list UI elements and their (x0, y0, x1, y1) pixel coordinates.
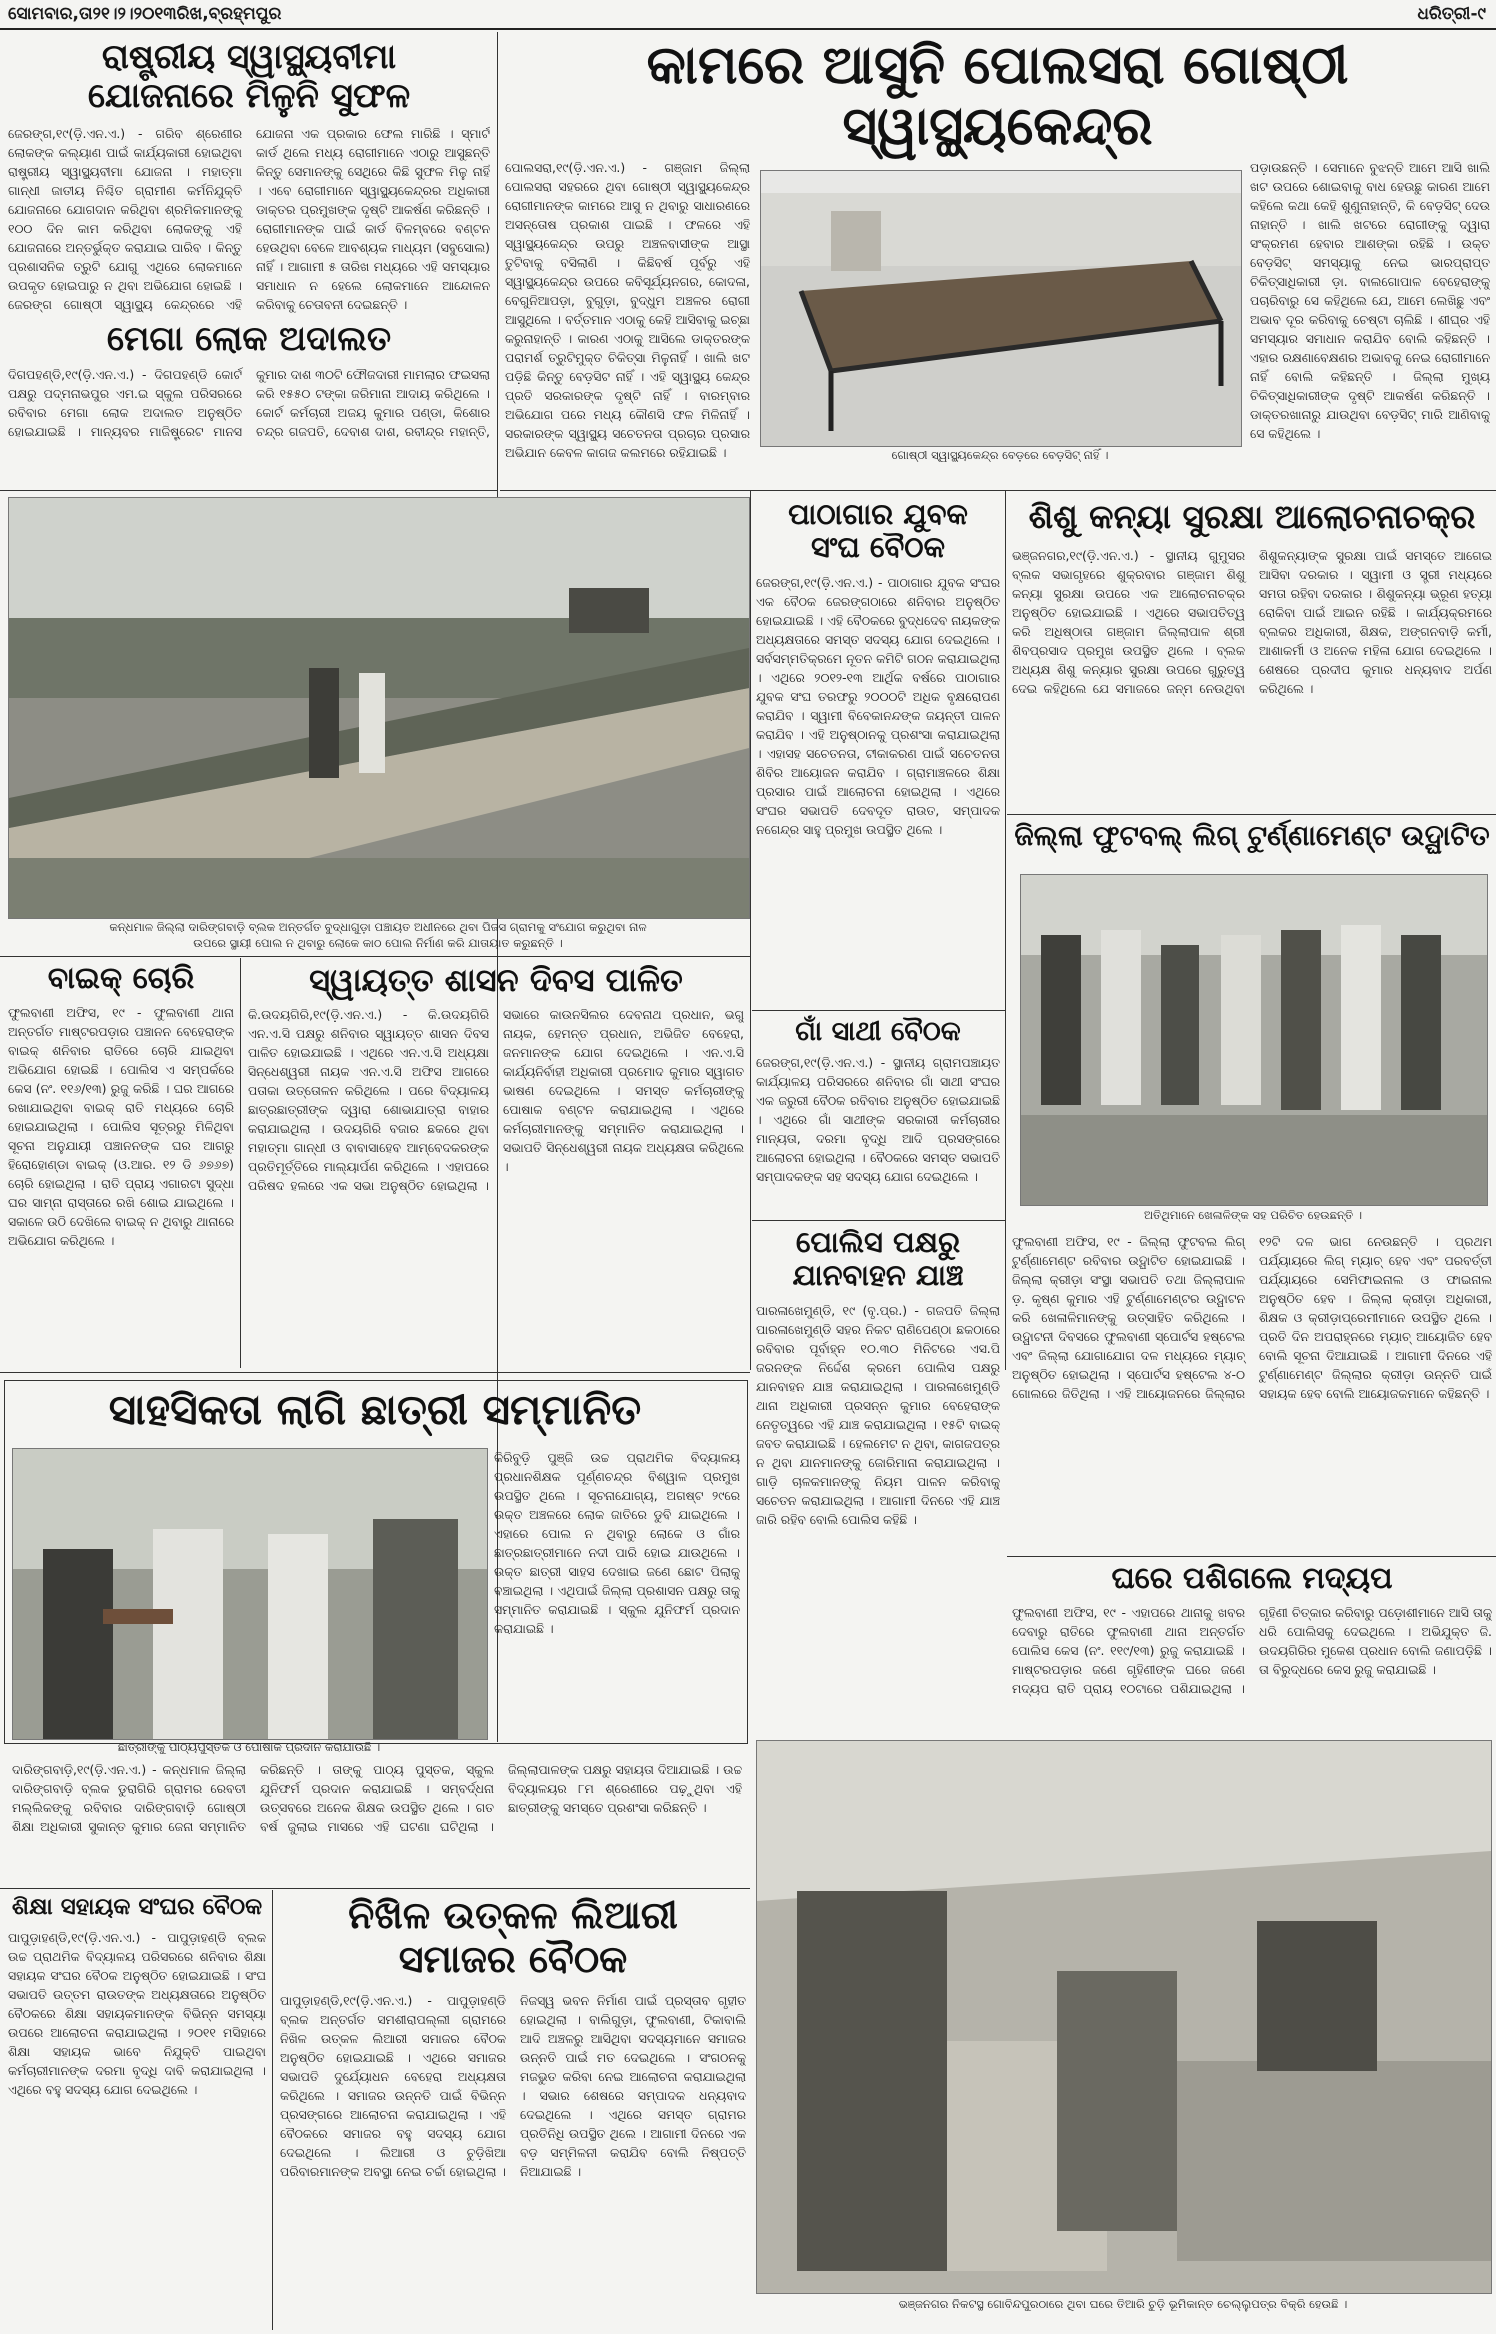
photo-football-players (1020, 874, 1488, 1206)
section-rule (0, 1888, 750, 1889)
section-rule (752, 1220, 1005, 1221)
column-rule (750, 490, 751, 1370)
article-body: ପାପୁଡ଼ାହଣ୍ଡି,୧୯(ଡ଼ି.ଏନ.ଏ.) - ପାପୁଡ଼ାହଣ୍ଡି ବ୍ଲକ ଅନ୍ତର୍ଗତ ସମଶୀରାପଲ୍ଲୀ ଗ୍ରାମରେ ନିଖିଳ ଉତ୍କଳ ଲିଆରୀ ସମାଜର ବୈଠକ ଅନୁଷ୍ଠିତ ହୋଇଯାଇଛି । ଏଥିରେ ସମାଜର ସଭାପତି ଦୁର୍ଯ୍ୟୋଧନ ବେହେରା ଅଧ୍ୟକ୍ଷତା କରିଥିଲେ । ସମାଜର ଉନ୍ନତି ପାଇଁ ବିଭିନ୍ନ ପ୍ରସଙ୍ଗରେ ଆଲୋଚନା କରାଯାଇଥିଲା । ଏହି ବୈଠକରେ ସମାଜର ବହୁ ସଦସ୍ୟ ଯୋଗ ଦେଇଥିଲେ । ଲିଆରୀ ଓ ଚୁଡ଼ିଖିଆ ପରିବାରମାନଙ୍କ ଅବସ୍ଥା ନେଇ ଚର୍ଚ୍ଚା ହୋଇଥିଲା । ନିଜସ୍ୱ ଭବନ ନିର୍ମାଣ ପାଇଁ ପ୍ରସ୍ତାବ ଗୃହୀତ ହୋଇଥିଲା । ବାଲିଗୁଡ଼ା, ଫୁଲବାଣୀ, ଟିକାବାଲି ଆଦି ଅଞ୍ଚଳରୁ ଆସିଥିବା ସଦସ୍ୟମାନେ ସମାଜର ଉନ୍ନତି ପାଇଁ ମତ ଦେଇଥିଲେ । ସଂଗଠନକୁ ମଜଭୁତ କରିବା ନେଇ ଆଲୋଚନା କରାଯାଇଥିଲା । ସଭାର ଶେଷରେ ସମ୍ପାଦକ ଧନ୍ୟବାଦ ଦେଇଥିଲେ । ଏଥିରେ ସମସ୍ତ ଗ୍ରାମର ପ୍ରତିନିଧି ଉପସ୍ଥିତ ଥିଲେ । ଆଗାମୀ ଦିନରେ ଏକ ବଡ଼ ସମ୍ମିଳନୀ କରାଯିବ ବୋଲି ନିଷ୍ପତ୍ତି ନିଆଯାଇଛି । (280, 1993, 746, 2180)
article-police-check (756, 1226, 1000, 1711)
photo-caption-line: ଉପରେ ସ୍ଥାୟୀ ପୋଲ ନ ଥିବାରୁ ଲୋକେ କାଠ ପୋଲ ନିର୍ମାଣ କରି ଯାତାୟାତ କରୁଛନ୍ତି । (193, 936, 563, 950)
photo-wooden-bridge (8, 497, 750, 919)
article-body: କିରିବୁଡ଼ି ପୁଞ୍ଜି ଉଚ୍ଚ ପ୍ରାଥମିକ ବିଦ୍ୟାଳୟ ପ୍ରଧାନଶିକ୍ଷକ ପୂର୍ଣ୍ଣଚନ୍ଦ୍ର ବିଶ୍ୱାଳ ପ୍ରମୁଖ ଉପସ୍ଥିତ ଥିଲେ । ସୂଚନାଯୋଗ୍ୟ, ଅଗଷ୍ଟ ୨୯ରେ ଉକ୍ତ ଅଞ୍ଚଳରେ ଲୋକ ଜାତିରେ ଡୁବି ଯାଇଥିଲେ । ଏହାରେ ପୋଲ ନ ଥିବାରୁ ଲୋକେ ଓ ଗାଁର ଛାତ୍ରଛାତ୍ରୀମାନେ ନଦୀ ପାରି ହୋଇ ଯାଉଥିଲେ । ଉକ୍ତ ଛାତ୍ରୀ ସାହସ ଦେଖାଇ ଜଣେ ଛୋଟ ପିଲାକୁ ବଞ୍ଚାଇଥିଲା । ଏଥିପାଇଁ ଜିଲ୍ଲା ପ୍ରଶାସନ ପକ୍ଷରୁ ତାକୁ ସମ୍ମାନିତ କରାଯାଇଛି । ସ୍କୁଲ ଯୁନିଫର୍ମ ପ୍ରଦାନ କରାଯାଇଛି । (494, 1450, 740, 1636)
article-body: ଫୁଲବାଣୀ ଅଫିସ, ୧୯ - ଫୁଲବାଣୀ ଥାନା ଅନ୍ତର୍ଗତ ମାଷ୍ଟରପଡ଼ାର ପଞ୍ଚାନନ ବେହେରାଙ୍କ ବାଇକ୍ ଶନିବାର ରାତିରେ ଚୋରି ଯାଇଥିବା ଅଭିଯୋଗ ହୋଇଛି । ପୋଲିସ ଏ ସମ୍ପର୍କରେ କେସ (ନଂ. ୧୧୬/୧୩) ରୁଜୁ କରିଛି । ଘର ଆଗରେ ରଖାଯାଇଥିବା ବାଇକ୍ ରାତି ମଧ୍ୟରେ ଚୋରି ହୋଇଯାଇଥିଲା । ପୋଲିସ ସୂତ୍ରରୁ ମିଳିଥିବା ସୂଚନା ଅନୁଯାୟୀ ପଞ୍ଚାନନଙ୍କ ଘର ଆଗରୁ ହିରୋହୋଣ୍ଡା ବାଇକ୍ (ଓ.ଆର. ୧୨ ଡି ୬୭୬୭) ଚୋରି ହୋଇଥିଲା । ରାତି ପ୍ରାୟ ଏଗାରଟା ସୁଦ୍ଧା ଘର ସାମ୍ନା ରାସ୍ତାରେ ରଖି ଶୋଇ ଯାଇଥିଲେ । ସକାଳେ ଉଠି ଦେଖିଲେ ବାଇକ୍ ନ ଥିବାରୁ ଥାନାରେ ଅଭିଯୋଗ କରିଥିଲେ । (8, 1004, 234, 1248)
headline: ଯୋଜନାରେ ମିଳୁନି ସୁଫଳ (87, 76, 411, 117)
section-rule (0, 956, 750, 957)
photo-hospital-bed (760, 170, 1242, 447)
column-rule (272, 1890, 273, 2330)
article-polsara-body-right: ପଡ଼ାଉଛନ୍ତି । ସେମାନେ ବୁଝନ୍ତି ଆମେ ଆସି ଖାଲି ଖଟ ଉପରେ ଶୋଇବାକୁ ବାଧ ହେଉଛୁ କାରଣ ଆମେ କହିଲେ କଥା କେହି ଶୁଣୁନାହାନ୍ତି, କି ବେଡ଼ସିଟ୍ ଦେଉ ନାହାନ୍ତି । ଖାଲି ଖଟରେ ରୋଗୀଙ୍କୁ ଦ୍ୱାରା ସଂକ୍ରମଣ ହେବାର ଆଶଙ୍କା ରହିଛି । ଉକ୍ତ ବେଡ଼ସିଟ୍ ସମସ୍ୟାକୁ ନେଇ ଭାରପ୍ରାପ୍ତ ଚିକିତ୍ସାଧିକାରୀ ଡ଼ା. ବାଲଗୋପାଳ ବେହେରାଙ୍କୁ ପଚାରିବାରୁ ସେ କହିଥିଲେ ଯେ, ଆମେ ଲେଖିଛୁ ଏବଂ ଅଭାବ ଦୂର କରିବାକୁ ଚେଷ୍ଟା ଚାଲିଛି । ଶୀଘ୍ର ଏହି ସମସ୍ୟାର ସମାଧାନ କରାଯିବ ବୋଲି କହିଛନ୍ତି । ଏହାର ରକ୍ଷଣାବେକ୍ଷଣର ଅଭାବକୁ ନେଇ ରୋଗୀମାନେ ନାହିଁ ବୋଲି କହିଛନ୍ତି । ଜିଲ୍ଲା ମୁଖ୍ୟ ଚିକିତ୍ସାଧିକାରୀଙ୍କ ଦୃଷ୍ଟି ଆକର୍ଷଣ କରିଛନ୍ତି । ଡାକ୍ତରଖାନାରୁ ଯାଉଥିବା ବେଡ଼ସିଟ୍ ମାରି ଆଣିବାକୁ ସେ କହିଥିଲେ । (1250, 160, 1490, 441)
article-girl-child (1012, 498, 1492, 812)
photo-caption: ଅତିଥିମାନେ ଖେଳାଳିଙ୍କ ସହ ପରିଚିତ ହେଉଛନ୍ତି । (1143, 1208, 1363, 1222)
article-football (1012, 820, 1492, 852)
section-rule (0, 1372, 750, 1373)
section-rule (1007, 1556, 1496, 1557)
article-body: ପାରଳାଖେମୁଣ୍ଡି, ୧୯ (ବୃ.ପ୍ର.) - ଗଜପତି ଜିଲ୍ଲା ପାରଳାଖେମୁଣ୍ଡି ସହର ନିକଟ ରାଣିପେଣ୍ଠା ଛକଠାରେ ରବିବାର ପୂର୍ବାହ୍ନ ୧୦.୩୦ ମିନିଟରେ ଏସ.ପି ଜରନଙ୍କ ନିର୍ଦ୍ଦେଶ କ୍ରମେ ପୋଲିସ ପକ୍ଷରୁ ଯାନବାହନ ଯାଞ୍ଚ କରାଯାଇଥିଲା । ପାରଳାଖେମୁଣ୍ଡି ଥାନା ଅଧିକାରୀ ପ୍ରସନ୍ନ କୁମାର ବେହେରାଙ୍କ ନେତୃତ୍ୱରେ ଏହି ଯାଞ୍ଚ କରାଯାଇଥିଲା । ୧୫ଟି ବାଇକ୍ ଜବତ କରାଯାଇଛି । ହେଲମେଟ ନ ଥିବା, କାଗଜପତ୍ର ନ ଥିବା ଯାନମାନଙ୍କୁ ଜୋରିମାନା କରାଯାଇଥିଲା । ଗାଡ଼ି ଚାଳକମାନଙ୍କୁ ନିୟମ ପାଳନ କରିବାକୁ ସଚେତନ କରାଯାଇଥିଲା । ଆଗାମୀ ଦିନରେ ଏହି ଯାଞ୍ଚ ଜାରି ରହିବ ବୋଲି ପୋଲିସ କହିଛି । (756, 1302, 1000, 1527)
article-nikhil-utkal (280, 1894, 746, 2315)
article-bravery-headline (10, 1386, 740, 1434)
article-body: ଫୁଲବାଣୀ ଅଫିସ, ୧୯ - ଏହାପରେ ଥାନାକୁ ଖବର ଦେବାରୁ ରାତିରେ ଫୁଲବାଣୀ ଥାନା ଅନ୍ତର୍ଗତ ପୋଲିସ କେସ (ନଂ. ୧୧୯/୧୩) ରୁଜୁ କରାଯାଇଛି । ମାଷ୍ଟରପଡ଼ାର ଜଣେ ଗୃହିଣୀଙ୍କ ଘରେ ଜଣେ ମଦ୍ୟପ ରାତି ପ୍ରାୟ ୧୦ଟାରେ ପଶିଯାଇଥିଲା । ଗୃହିଣୀ ଚିତ୍କାର କରିବାରୁ ପଡ଼ୋଶୀମାନେ ଆସି ତାକୁ ଧରି ପୋଲିସକୁ ଦେଇଥିଲେ । ଅଭିଯୁକ୍ତ ଜି. ଉଦୟଗିରିର ମୁକେଶ ପ୍ରଧାନ ବୋଲି ଜଣାପଡ଼ିଛି । ତା ବିରୁଦ୍ଧରେ କେସ ରୁଜୁ କରାଯାଇଛି । (1012, 1604, 1492, 1696)
student-award-image (13, 1449, 487, 1739)
headline: ସଂଘ ବୈଠକ (810, 530, 945, 565)
headline: ରାଷ୍ଟ୍ରୀୟ ସ୍ୱାସ୍ଥ୍ୟବୀମା (101, 37, 397, 77)
article-teacher-union (8, 1894, 266, 2318)
article-body: ଭଞ୍ଜନଗର,୧୯(ଡ଼ି.ଏନ.ଏ.) - ସ୍ଥାନୀୟ ଗୁମୁସର ବ୍ଲକ ସଭାଗୃହରେ ଶୁକ୍ରବାର ଗଞ୍ଜାମ ଶିଶୁ କନ୍ୟା ସୁରକ୍ଷା ଉପରେ ଏକ ଆଲୋଚନାଚକ୍ର ଅନୁଷ୍ଠିତ ହୋଇଯାଇଛି । ଏଥିରେ ସଭାପତିତ୍ୱ କରି ଅଧିଷ୍ଠାତା ଗଞ୍ଜାମ ଜିଲ୍ଲାପାଳ ଶ୍ରୀ ଶିବପ୍ରସାଦ ପ୍ରମୁଖ ଉପସ୍ଥିତ ଥିଲେ । ବ୍ଲକ ଅଧ୍ୟକ୍ଷ ଶିଶୁ କନ୍ୟାର ସୁରକ୍ଷା ଉପରେ ଗୁରୁତ୍ୱ ଦେଇ କହିଥିଲେ ଯେ ସମାଜରେ ଜନ୍ମ ନେଉଥିବା ଶିଶୁକନ୍ୟାଙ୍କ ସୁରକ୍ଷା ପାଇଁ ସମସ୍ତେ ଆଗେଇ ଆସିବା ଦରକାର । ସ୍ୱାମୀ ଓ ସ୍ତ୍ରୀ ମଧ୍ୟରେ ସମତା ରହିବା ଦରକାର । ଶିଶୁକନ୍ୟା ଭ୍ରୂଣ ହତ୍ୟା ରୋକିବା ପାଇଁ ଆଇନ ରହିଛି । କାର୍ଯ୍ୟକ୍ରମରେ ବ୍ଲକର ଅଧିକାରୀ, ଶିକ୍ଷକ, ଅଙ୍ଗନବାଡ଼ି କର୍ମୀ, ଆଶାକର୍ମୀ ଓ ଅନେକ ମହିଳା ଯୋଗ ଦେଇଥିଲେ । ଶେଷରେ ପ୍ରଦୀପ କୁମାର ଧନ୍ୟବାଦ ଅର୍ପଣ କରିଥିଲେ । (1012, 547, 1492, 696)
page-label: ଧରିତ୍ରୀ-୯ (1417, 4, 1486, 24)
section-rule (752, 1010, 1005, 1011)
headline: ଶିକ୍ଷା ସହାୟକ ସଂଘର ବୈଠକ (11, 1894, 263, 1920)
photo-caption-line: କନ୍ଧମାଳ ଜିଲ୍ଲା ଦାରିଙ୍ଗବାଡ଼ି ବ୍ଲକ ଅନ୍ତର୍ଗତ ବୁଦ୍ଧାଗୁଡ଼ା ପଞ୍ଚାୟତ ଅଧୀନରେ ଥିବା ପିଜସ ଗ୍ରାମକୁ ସଂଯୋଗ କରୁଥିବା ନାଳ (109, 920, 647, 934)
section-rule (500, 490, 1496, 491)
article-self-governance (248, 962, 744, 1341)
headline: ଯାନବାହନ ଯାଞ୍ଚ (792, 1258, 964, 1293)
article-lok-adalat (8, 320, 490, 459)
football-players-image (1021, 875, 1487, 1205)
photo-caption: ଛାତ୍ରୀଙ୍କୁ ପାଠ୍ୟପୁସ୍ତକ ଓ ପୋଷାକ ପ୍ରଦାନ କରାଯାଉଛି । (117, 1740, 381, 1754)
column-rule (1005, 490, 1006, 1370)
headline: ଶିଶୁ କନ୍ୟା ସୁରକ୍ଷା ଆଲୋଚନାଚକ୍ର (1028, 497, 1476, 536)
article-alcohol (1012, 1562, 1492, 1733)
headline: କାମରେ ଆସୁନି ପୋଲସରା ଗୋଷ୍ଠୀ ସ୍ୱାସ୍ଥ୍ୟକେନ୍ଦ୍ର (646, 35, 1349, 157)
article-gaon-sathi (756, 1016, 1000, 1223)
photo-caption: ଭଞ୍ଜନଗର ନିକଟସ୍ଥ ଗୋବିନ୍ଦପୁରଠାରେ ଥିବା ଘରେ ତିଆରି ଚୁଡ଼ି ଭୂମିକାନ୍ତ ଚେଲ୍ଲୁପତ୍ର ବିକ୍ରି ହେଉଛି । (898, 2297, 1348, 2311)
headline: ସମାଜର ବୈଠକ (398, 1936, 628, 1981)
headline: ପୋଲିସ ପକ୍ଷରୁ (795, 1225, 961, 1259)
section-rule (0, 490, 497, 491)
headline: ବାଇକ୍ ଚୋରି (47, 961, 195, 996)
headline: ନିଖିଳ ଉତ୍କଳ ଲିଆରୀ (348, 1893, 678, 1937)
headline: ଗାଁ ସାଥୀ ବୈଠକ (795, 1016, 961, 1047)
article-body: କି.ଉଦୟଗିରି,୧୯(ଡ଼ି.ଏନ.ଏ.) - କି.ଉଦୟଗିରି ଏନ.ଏ.ସି ପକ୍ଷରୁ ଶନିବାର ସ୍ୱାୟତ୍ତ ଶାସନ ଦିବସ ପାଳିତ ହୋଇଯାଇଛି । ଏଥିରେ ଏନ.ଏ.ସି ଅଧ୍ୟକ୍ଷା ସିନ୍ଧେଶ୍ୱରୀ ନାୟକ ଏନ.ଏ.ସି ଅଫିସ ଆଗରେ ପତାକା ଉତ୍ତୋଳନ କରିଥିଲେ । ପରେ ବିଦ୍ୟାଳୟ ଛାତ୍ରଛାତ୍ରୀଙ୍କ ଦ୍ୱାରା ଶୋଭାଯାତ୍ରା ବାହାର କରାଯାଇଥିଲା । ଉଦୟଗିରି ବଜାର ଛକରେ ଥିବା ମହାତ୍ମା ଗାନ୍ଧୀ ଓ ବାବାସାହେବ ଆମ୍ବେଦକରଙ୍କ ପ୍ରତିମୂର୍ତ୍ତିରେ ମାଲ୍ୟାର୍ପଣ କରିଥିଲେ । ଏହାପରେ ପରିଷଦ ହଲରେ ଏକ ସଭା ଅନୁଷ୍ଠିତ ହୋଇଥିଲା । ସଭାରେ କାଉନସିଲର ଦେବନାଥ ପ୍ରଧାନ, ଭଗୁ ନାୟକ, ହେମନ୍ତ ପ୍ରଧାନ, ଅଭିଜିତ ବେହେରା, ଜନମାନଙ୍କ ଯୋଗ ଦେଇଥିଲେ । ଏନ.ଏ.ସି କାର୍ଯ୍ୟନିର୍ବାହୀ ଅଧିକାରୀ ପ୍ରମୋଦ କୁମାର ସ୍ୱାଗତ ଭାଷଣ ଦେଇଥିଲେ । ସମସ୍ତ କର୍ମଚାରୀଙ୍କୁ ପୋଷାକ ବଣ୍ଟନ କରାଯାଇଥିଲା । ଏଥିରେ କର୍ମଚାରୀମାନଙ୍କୁ ସମ୍ମାନିତ କରାଯାଇଥିଲା । ସଭାପତି ସିନ୍ଧେଶ୍ୱରୀ ନାୟକ ଅଧ୍ୟକ୍ଷତା କରିଥିଲେ । (248, 1006, 744, 1193)
headline: ସ୍ୱାୟତ୍ତ ଶାସନ ଦିବସ ପାଳିତ (309, 961, 683, 999)
headline: ସାହସିକତା ଲାଗି ଛାତ୍ରୀ ସମ୍ମାନିତ (108, 1385, 642, 1434)
headline: ଘରେ ପଶିଗଲେ ମଦ୍ୟପ (1111, 1561, 1393, 1596)
article-bike-theft (8, 962, 234, 1339)
article-polsara-body-left: ପୋଲସରା,୧୯(ଡ଼ି.ଏନ.ଏ.) - ଗଞ୍ଜାମ ଜିଲ୍ଲା ପୋଲସରା ସହରରେ ଥିବା ଗୋଷ୍ଠୀ ସ୍ୱାସ୍ଥ୍ୟକେନ୍ଦ୍ର ରୋଗୀମାନଙ୍କ କାମରେ ଆସୁ ନ ଥିବାରୁ ସାଧାରଣରେ ଅସନ୍ତୋଷ ପ୍ରକାଶ ପାଇଛି । ଫଳରେ ଏହି ସ୍ୱାସ୍ଥ୍ୟକେନ୍ଦ୍ର ଉପରୁ ଅଞ୍ଚଳବାସୀଙ୍କ ଆସ୍ଥା ତୁଟିବାକୁ ବସିଲାଣି । କିଛିବର୍ଷ ପୂର୍ବରୁ ଏହି ସ୍ୱାସ୍ଥ୍ୟକେନ୍ଦ୍ର ଉପରେ କବିସୂର୍ଯ୍ୟନଗର, କୋଦଳା, ବେଗୁନିଆପଡ଼ା, ବୁଗୁଡ଼ା, ବୁଦ୍ଧୁମ ଅଞ୍ଚଳର ରୋଗୀ ଆସୁଥିଲେ । ବର୍ତ୍ତମାନ ଏଠାକୁ କେହି ଆସିବାକୁ ଇଚ୍ଛା କରୁନାହାନ୍ତି । କାରଣ ଏଠାକୁ ଆସିଲେ ଡାକ୍ତରଙ୍କ ପରାମର୍ଶ ତ୍ରୁଟିମୁକ୍ତ ଚିକିତ୍ସା ମିଳୁନାହିଁ । ଖାଲି ଖଟ ପଡ଼ିଛି କିନ୍ତୁ ବେଡ଼ସିଟ ନାହିଁ । ଏହି ସ୍ୱାସ୍ଥ୍ୟ କେନ୍ଦ୍ର ପ୍ରତି ସରକାରଙ୍କ ଦୃଷ୍ଟି ନାହିଁ । ବାରମ୍ବାର ଅଭିଯୋଗ ପରେ ମଧ୍ୟ କୌଣସି ଫଳ ମିଳିନାହିଁ । ସରକାରଙ୍କ ସ୍ୱାସ୍ଥ୍ୟ ସଚେତନତା ପ୍ରଚାର ପ୍ରସାର ଅଭିଯାନ କେବଳ କାଗଜ କଲମରେ ରହିଯାଇଛି । (505, 160, 750, 460)
article-body: ପାପୁଡ଼ାହଣ୍ଡି,୧୯(ଡ଼ି.ଏନ.ଏ.) - ପାପୁଡ଼ାହଣ୍ଡି ବ୍ଲକ ଉଚ୍ଚ ପ୍ରାଥମିକ ବିଦ୍ୟାଳୟ ପରିସରରେ ଶନିବାର ଶିକ୍ଷା ସହାୟକ ସଂଘର ବୈଠକ ଅନୁଷ୍ଠିତ ହୋଇଯାଇଛି । ସଂଘ ସଭାପତି ଉତ୍ତମ ରାଉତଙ୍କ ଅଧ୍ୟକ୍ଷତାରେ ଅନୁଷ୍ଠିତ ବୈଠକରେ ଶିକ୍ଷା ସହାୟକମାନଙ୍କ ବିଭିନ୍ନ ସମସ୍ୟା ଉପରେ ଆଲୋଚନା କରାଯାଇଥିଲା । ୨୦୧୧ ମସିହାରେ ଶିକ୍ଷା ସହାୟକ ଭାବେ ନିଯୁକ୍ତି ପାଇଥିବା କର୍ମଚାରୀମାନଙ୍କ ଦରମା ବୃଦ୍ଧି ଦାବି କରାଯାଇଥିଲା । ଏଥିରେ ବହୁ ସଦସ୍ୟ ଯୋଗ ଦେଇଥିଲେ । (8, 1930, 266, 2098)
headline: ମେଗା ଲୋକ ଅଦାଲତ (106, 319, 392, 359)
headline: ଜିଲ୍ଲା ଫୁଟବଲ୍ ଲିଗ୍ ଟୁର୍ଣ୍ଣାମେଣ୍ଟ ଉଦ୍ଘାଟିତ (1014, 819, 1490, 852)
article-body: ଜେରଙ୍ଗ,୧୯(ଡ଼ି.ଏନ.ଏ.) - ଗରିବ ଶ୍ରେଣୀର ଲୋକଙ୍କ କଲ୍ୟାଣ ପାଇଁ କାର୍ଯ୍ୟକାରୀ ହୋଇଥିବା ରାଷ୍ଟ୍ରୀୟ ସ୍ୱାସ୍ଥ୍ୟବୀମା ଯୋଜନା । ମହାତ୍ମା ଗାନ୍ଧୀ ଜାତୀୟ ନିଶ୍ଚିତ ଗ୍ରାମୀଣ କର୍ମନିଯୁକ୍ତି ଯୋଜନାରେ ଯୋଗଦାନ କରିଥିବା ଶ୍ରମିକମାନଙ୍କୁ ୧୦୦ ଦିନ କାମ କରିଥିବା ଲୋକଙ୍କୁ ଏହି ଯୋଜନାରେ ଅନ୍ତର୍ଭୁକ୍ତ କରାଯାଇ ପାରିବ । କିନ୍ତୁ ପ୍ରଶାସନିକ ତ୍ରୁଟି ଯୋଗୁ ଏଥିରେ ଲୋକମାନେ ଉପକୃତ ହୋଇପାରୁ ନ ଥିବା ଅଭିଯୋଗ ହୋଇଛି । ଜେରଙ୍ଗ ଗୋଷ୍ଠୀ ସ୍ୱାସ୍ଥ୍ୟ କେନ୍ଦ୍ରରେ ଏହି ଯୋଜନା ଏକ ପ୍ରକାର ଫେଲ ମାରିଛି । ସ୍ମାର୍ଟ କାର୍ଡ ଥିଲେ ମଧ୍ୟ ରୋଗୀମାନେ ଏଠାରୁ ଆସୁଛନ୍ତି କିନ୍ତୁ ସେମାନଙ୍କୁ ସେଥିରେ କିଛି ସୁଫଳ ମିଳୁ ନାହିଁ । ଏବେ ରୋଗୀମାନେ ସ୍ୱାସ୍ଥ୍ୟକେନ୍ଦ୍ରର ଅଧିକାରୀ ଡାକ୍ତର ପ୍ରମୁଖଙ୍କ ଦୃଷ୍ଟି ଆକର୍ଷଣ କରିଛନ୍ତି । ରୋଗୀମାନଙ୍କ ପାଇଁ କାର୍ଡ ବିଳମ୍ବରେ ବଣ୍ଟନ ହେଉଥିବା ବେଳେ ଆବଶ୍ୟକ ମାଧ୍ୟମ (ସବୁସୋଲ) ନାହିଁ । ଆଗାମୀ ୫ ତାରିଖ ମଧ୍ୟରେ ଏହି ସମସ୍ୟାର ସମାଧାନ ନ ହେଲେ ଲୋକମାନେ ଆନ୍ଦୋଳନ କରିବାକୁ ଚେତାବନୀ ଦେଇଛନ୍ତି । (8, 126, 490, 313)
masthead (0, 0, 1496, 30)
date-line: ସୋମବାର,ତା୨୧।୨।୨୦୧୩ରିଖ,ବ୍ରହ୍ମପୁର (8, 4, 282, 24)
photo-caption: ଗୋଷ୍ଠୀ ସ୍ୱାସ୍ଥ୍ୟକେନ୍ଦ୍ର ବେଡ଼ରେ ବେଡ଼ସିଟ୍ ନାହିଁ । (891, 448, 1109, 462)
market-women-image (757, 1741, 1491, 2293)
section-rule (1007, 814, 1496, 815)
article-body: ଦିଗପହଣ୍ଡି,୧୯(ଡ଼ି.ଏନ.ଏ.) - ଦିଗପହଣ୍ଡି କୋର୍ଟ ପକ୍ଷରୁ ପଦ୍ମନାଭପୁର ଏମ.ଇ ସ୍କୁଲ ପରିସରରେ ରବିବାର ମେଗା ଲୋକ ଅଦାଲତ ଅନୁଷ୍ଠିତ ହୋଇଯାଇଛି । ମାନ୍ୟବର ମାଜିଷ୍ଟ୍ରେଟ ମାନସ କୁମାର ଦାଶ ୩୦ଟି ଫୌଜଦାରୀ ମାମଲାର ଫଇସଲା କରି ୧୫୫୦ ଟଙ୍କା ଜରିମାନା ଆଦାୟ କରିଥିଲେ । କୋର୍ଟ କର୍ମଚାରୀ ଅଜୟ କୁମାର ପଣ୍ଡା, କିଶୋର ଚନ୍ଦ୍ର ଗଜପତି, ଦେବାଶ ଦାଶ, ରବୀନ୍ଦ୍ର ମହାନ୍ତି, (8, 367, 490, 440)
headline: ପାଠାଗାର ଯୁବକ (788, 497, 968, 531)
article-body: ଦାରିଙ୍ଗବାଡ଼ି,୧୯(ଡ଼ି.ଏନ.ଏ.) - କନ୍ଧମାଳ ଜିଲ୍ଲା ଦାରିଙ୍ଗବାଡ଼ି ବ୍ଲକ ଡୁରାଗିରି ଗ୍ରାମର ରେବତୀ ମଲ୍ଲିକଙ୍କୁ ରବିବାର ଦାରିଙ୍ଗବାଡ଼ି ଗୋଷ୍ଠୀ ଶିକ୍ଷା ଅଧିକାରୀ ସୁକାନ୍ତ କୁମାର ଜେନା ସମ୍ମାନିତ କରିଛନ୍ତି । ତାଙ୍କୁ ପାଠ୍ୟ ପୁସ୍ତକ, ସ୍କୁଲ ଯୁନିଫର୍ମ ପ୍ରଦାନ କରାଯାଇଛି । ସମ୍ବର୍ଦ୍ଧନା ଉତ୍ସବରେ ଅନେକ ଶିକ୍ଷକ ଉପସ୍ଥିତ ଥିଲେ । ଗତ ବର୍ଷ ଜୁଲାଇ ମାସରେ ଏହି ଘଟଣା ଘଟିଥିଲା । ଜିଲ୍ଲାପାଳଙ୍କ ପକ୍ଷରୁ ସହାୟତା ଦିଆଯାଇଛି । ଉଚ୍ଚ ବିଦ୍ୟାଳୟର ୮ମ ଶ୍ରେଣୀରେ ପଢ଼ୁଥିବା ଏହି ଛାତ୍ରୀଙ୍କୁ ସମସ୍ତେ ପ୍ରଶଂସା କରିଛନ୍ତି । (12, 1762, 742, 1834)
wooden-bridge-image (9, 498, 749, 918)
photo-market-women (756, 1740, 1492, 2294)
column-rule (240, 958, 241, 1368)
hospital-bed-image (761, 171, 1241, 446)
article-body: ଜେରଙ୍ଗ,୧୯(ଡ଼ି.ଏନ.ଏ.) - ପାଠାଗାର ଯୁବକ ସଂଘର ଏକ ବୈଠକ ଜେରଙ୍ଗଠାରେ ଶନିବାର ଅନୁଷ୍ଠିତ ହୋଇଯାଇଛି । ଏହି ବୈଠକରେ ବୁଦ୍ଧଦେବ ନାୟକଙ୍କ ଅଧ୍ୟକ୍ଷତାରେ ସମସ୍ତ ସଦସ୍ୟ ଯୋଗ ଦେଇଥିଲେ । ସର୍ବସମ୍ମତିକ୍ରମେ ନୂତନ କମିଟି ଗଠନ କରାଯାଇଥିଲା । ଏଥିରେ ୨୦୧୨-୧୩ ଆର୍ଥିକ ବର୍ଷରେ ପାଠାଗାର ଯୁବକ ସଂଘ ତରଫରୁ ୨୦୦୦ଟି ଅଧିକ ବୃକ୍ଷରୋପଣ କରାଯିବ । ସ୍ୱାମୀ ବିବେକାନନ୍ଦଙ୍କ ଜୟନ୍ତୀ ପାଳନ କରାଯିବ । ଏହି ଅନୁଷ୍ଠାନକୁ ପ୍ରଶଂସା କରାଯାଇଥିଲା । ଏହାସହ ସଚେତନତା, ଟୀକାକରଣ ପାଇଁ ସଚେତନତା ଶିବିର ଆୟୋଜନ କରାଯିବ । ଗ୍ରାମାଞ୍ଚଳରେ ଶିକ୍ଷା ପ୍ରସାର ପାଇଁ ଆଲୋଚନା ହୋଇଥିଲା । ଏଥିରେ ସଂଘର ସଭାପତି ଦେବଦୂତ ରାଉତ, ସମ୍ପାଦକ ନଗେନ୍ଦ୍ର ସାହୁ ପ୍ରମୁଖ ଉପସ୍ଥିତ ଥିଲେ । (756, 574, 1000, 837)
article-body: ଜେରଙ୍ଗ,୧୯(ଡ଼ି.ଏନ.ଏ.) - ସ୍ଥାନୀୟ ଗ୍ରାମପଞ୍ଚାୟତ କାର୍ଯ୍ୟାଳୟ ପରିସରରେ ଶନିବାର ଗାଁ ସାଥୀ ସଂଘର ଏକ ଜରୁରୀ ବୈଠକ ରବିବାର ଅନୁଷ୍ଠିତ ହୋଇଯାଇଛି । ଏଥିରେ ଗାଁ ସାଥୀଙ୍କ ସରକାରୀ କର୍ମଚାରୀର ମାନ୍ୟତା, ଦରମା ବୃଦ୍ଧି ଆଦି ପ୍ରସଙ୍ଗରେ ଆଲୋଚନା ହୋଇଥିଲା । ବୈଠକରେ ସମସ୍ତ ସଭାପତି ସମ୍ପାଦକଙ୍କ ସହ ସଦସ୍ୟ ଯୋଗ ଦେଇଥିଲେ । (756, 1055, 1000, 1185)
article-library-union (756, 498, 1000, 971)
photo-student-award (12, 1448, 488, 1740)
article-body: ଫୁଲବାଣୀ ଅଫିସ, ୧୯ - ଜିଲ୍ଲା ଫୁଟବଲ ଲିଗ୍ ଟୁର୍ଣ୍ଣାମେଣ୍ଟ ରବିବାର ଉଦ୍ଘାଟିତ ହୋଇଯାଇଛି । ଜିଲ୍ଲା କ୍ରୀଡ଼ା ସଂସ୍ଥା ସଭାପତି ତଥା ଜିଲ୍ଲାପାଳ ଡ଼. କୃଷ୍ଣ କୁମାର ଏହି ଟୁର୍ଣ୍ଣାମେଣ୍ଟର ଉଦ୍ଘାଟନ କରି ଖେଳାଳିମାନଙ୍କୁ ଉତ୍ସାହିତ କରିଥିଲେ । ଉଦ୍ଘାଟନୀ ଦିବସରେ ଫୁଲବାଣୀ ସ୍ପୋର୍ଟସ ହଷ୍ଟେଲ ଏବଂ ଜିଲ୍ଲା ଯୋଗାଯୋଗ ଦଳ ମଧ୍ୟରେ ମ୍ୟାଚ୍ ଅନୁଷ୍ଠିତ ହୋଇଥିଲା । ସ୍ପୋର୍ଟସ ହଷ୍ଟେଲ ୪-୦ ଗୋଲରେ ଜିତିଥିଲା । ଏହି ଆୟୋଜନରେ ଜିଲ୍ଲାର ୧୨ଟି ଦଳ ଭାଗ ନେଉଛନ୍ତି । ପ୍ରଥମ ପର୍ଯ୍ୟାୟରେ ଲିଗ୍ ମ୍ୟାଚ୍ ହେବ ଏବଂ ପରବର୍ତ୍ତୀ ପର୍ଯ୍ୟାୟରେ ସେମିଫାଇନାଲ ଓ ଫାଇନାଲ ଅନୁଷ୍ଠିତ ହେବ । ଜିଲ୍ଲା କ୍ରୀଡ଼ା ଅଧିକାରୀ, ଶିକ୍ଷକ ଓ କ୍ରୀଡ଼ାପ୍ରେମୀମାନେ ଉପସ୍ଥିତ ଥିଲେ । ପ୍ରତି ଦିନ ଅପରାହ୍ନରେ ମ୍ୟାଚ୍ ଆୟୋଜିତ ହେବ ବୋଲି ସୂଚନା ଦିଆଯାଇଛି । ଆଗାମୀ ଦିନରେ ଏହି ଟୁର୍ଣ୍ଣାମେଣ୍ଟ ଜିଲ୍ଲାର କ୍ରୀଡ଼ା ଉନ୍ନତି ପାଇଁ ସହାୟକ ହେବ ବୋଲି ଆୟୋଜକମାନେ କହିଛନ୍ତି । (1012, 1234, 1492, 1401)
article-polsara-headline (505, 36, 1490, 158)
article-insurance (8, 38, 490, 332)
